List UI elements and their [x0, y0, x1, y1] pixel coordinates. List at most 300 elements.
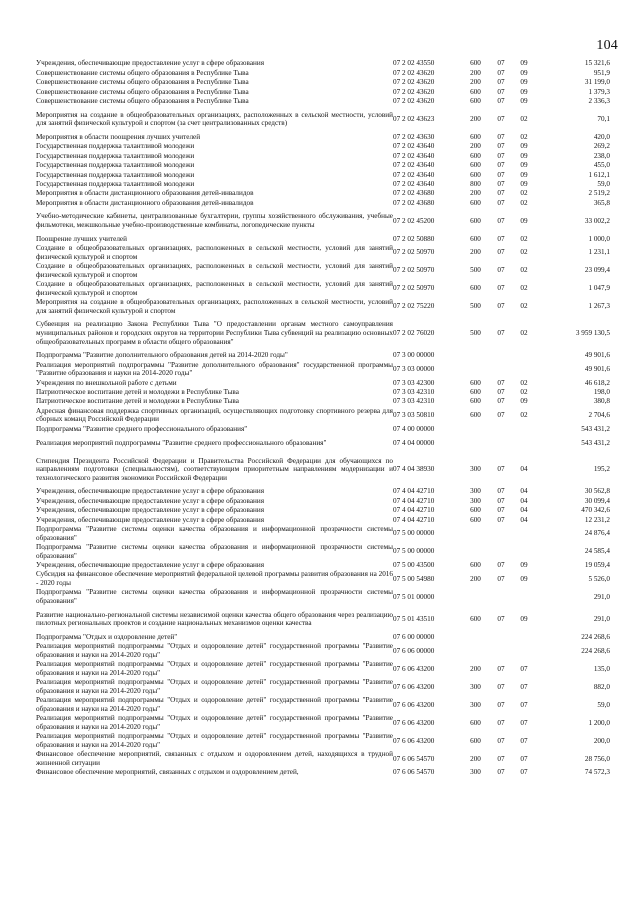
section-code: 07 [497, 397, 505, 406]
subsection-code: 07 [520, 700, 528, 709]
amount: 224 268,6 [581, 632, 610, 641]
expense-type-code: 600 [470, 378, 481, 387]
section-code [489, 642, 513, 660]
expense-type-code: 600 [470, 718, 481, 727]
amount: 2 336,3 [588, 96, 610, 105]
target-article-code: 07 2 02 43640 [393, 142, 435, 151]
row-name: Мероприятия на создание в общеобразовательных организациях, расположенных в сельской местности, условий для занятий физической культурой и спортом (за счет централизованных средств) [36, 110, 393, 128]
section-code: 07 [497, 506, 505, 515]
section-code [489, 424, 513, 433]
row-name: Совершенствование системы общего образования в Республике Тыва [36, 87, 249, 96]
target-article-code: 07 2 02 75220 [393, 302, 435, 311]
expense-type-code: 200 [470, 664, 481, 673]
table-row [36, 570, 610, 588]
target-article-code: 07 4 04 42710 [393, 487, 435, 496]
section-code: 07 [497, 132, 505, 141]
subsection-code: 02 [520, 302, 528, 311]
target-article-code: 07 2 02 43640 [393, 170, 435, 179]
expense-type-code: 600 [470, 234, 481, 243]
amount: 28 756,0 [584, 754, 610, 763]
budget-table [36, 59, 610, 777]
subsection-code: 09 [520, 614, 528, 623]
expense-type-code: 300 [470, 682, 481, 691]
section-code: 07 [497, 78, 505, 87]
row-name: Реализация мероприятий подпрограммы "Развитие дополнительного образования" государственной программы "Развитие образования и науки на 2014-2020 годы" [36, 360, 393, 378]
target-article-code: 07 6 06 54570 [393, 768, 435, 777]
amount: 224 268,6 [581, 646, 610, 655]
table-row [36, 678, 610, 696]
table-row [36, 487, 610, 496]
row-name: Учреждения, обеспечивающие предоставление услуг в сфере образования [36, 515, 265, 524]
amount: 24 585,4 [584, 547, 610, 556]
target-article-code: 07 2 02 43620 [393, 96, 435, 105]
subsection-code: 07 [520, 736, 528, 745]
table-row [36, 768, 610, 777]
target-article-code: 07 2 02 43680 [393, 198, 435, 207]
table-row [36, 525, 610, 543]
expense-type-code [462, 434, 489, 452]
expense-type-code: 300 [470, 700, 481, 709]
table-row [36, 378, 610, 387]
section-code: 07 [497, 170, 505, 179]
section-code: 07 [497, 266, 505, 275]
row-name: Государственная поддержка талантливой молодежи [36, 179, 195, 188]
section-code: 07 [497, 560, 505, 569]
expense-type-code: 600 [470, 506, 481, 515]
section-code: 07 [497, 718, 505, 727]
amount: 49 901,6 [584, 364, 610, 373]
table-row [36, 180, 610, 189]
expense-type-code: 600 [470, 216, 481, 225]
expense-type-code [462, 633, 489, 642]
target-article-code: 07 2 02 45200 [393, 216, 435, 225]
table-row [36, 750, 610, 768]
subsection-code [513, 642, 535, 660]
subsection-code [513, 633, 535, 642]
table-row [36, 660, 610, 678]
row-name: Подпрограмма "Развитие среднего профессионального образования" [36, 424, 248, 433]
target-article-code: 07 6 06 43200 [393, 664, 435, 673]
subsection-code: 09 [520, 560, 528, 569]
section-code: 07 [497, 465, 505, 474]
row-name: Реализация мероприятий подпрограммы "Отдых и оздоровление детей" государственной программы "Развитие образования и науки на 2014-2020 годы" [36, 660, 393, 677]
subsection-code: 09 [520, 96, 528, 105]
subsection-code: 09 [520, 59, 528, 68]
table-row [36, 316, 610, 351]
section-code: 07 [497, 515, 505, 524]
row-name: Подпрограмма "Развитие системы оценки качества образования и информационной прозрачности системы образования" [36, 542, 393, 560]
table-row [36, 642, 610, 660]
amount: 30 099,4 [584, 496, 610, 505]
amount: 198,0 [593, 388, 610, 397]
expense-type-code: 200 [470, 78, 481, 87]
row-name: Реализация мероприятий подпрограммы "Отдых и оздоровление детей" государственной программы "Развитие образования и науки на 2014-2020 годы" [36, 696, 393, 713]
row-name: Реализация мероприятий подпрограммы "Отдых и оздоровление детей" государственной программы "Развитие образования и науки на 2014-2020 годы" [36, 678, 393, 695]
subsection-code: 09 [520, 574, 528, 583]
row-name: Финансовое обеспечение мероприятий, связанных с отдыхом и оздоровлением детей, находящихся в трудной жизненной ситуации [36, 750, 393, 767]
row-name: Государственная поддержка талантливой молодежи [36, 161, 195, 170]
target-article-code: 07 2 02 43680 [393, 189, 435, 198]
table-row [36, 633, 610, 642]
row-name: Стипендия Президента Российской Федерации и Правительства Российской Федерации для обучающихся по направлениям подготовки (специальностям), соответствующим приоритетным направлениям модернизации и технологического развития экономики Российской Федерации [36, 456, 393, 482]
target-article-code: 07 2 02 43640 [393, 179, 435, 188]
amount: 70,1 [597, 114, 610, 123]
subsection-code: 09 [520, 68, 528, 77]
section-code: 07 [497, 248, 505, 257]
table-row [36, 106, 610, 133]
table-row [36, 588, 610, 606]
target-article-code: 07 2 02 43630 [393, 132, 435, 141]
target-article-code: 07 5 00 00000 [393, 529, 435, 538]
row-name: Развитие национально-региональной системы независимой оценки качества общего образования через реализацию пилотных региональных проектов и создание национальных механизмов оценки качества [36, 610, 393, 628]
subsection-code [513, 543, 535, 561]
row-name: Учреждения, обеспечивающие предоставление услуг в сфере образования [36, 506, 265, 515]
subsection-code: 09 [520, 179, 528, 188]
amount: 420,0 [593, 132, 610, 141]
row-name: Подпрограмма "Отдых и оздоровление детей" [36, 632, 178, 641]
section-code: 07 [497, 234, 505, 243]
section-code [489, 633, 513, 642]
section-code [489, 351, 513, 360]
table-row [36, 360, 610, 378]
subsection-code: 04 [520, 506, 528, 515]
amount: 543 431,2 [581, 424, 610, 433]
subsection-code: 04 [520, 465, 528, 474]
row-name: Государственная поддержка талантливой молодежи [36, 170, 195, 179]
expense-type-code [462, 588, 489, 606]
expense-type-code: 600 [470, 560, 481, 569]
amount: 59,0 [597, 700, 610, 709]
table-row [36, 543, 610, 561]
section-code: 07 [497, 768, 505, 777]
target-article-code: 07 2 02 43640 [393, 151, 435, 160]
expense-type-code: 600 [470, 198, 481, 207]
target-article-code: 07 6 06 43200 [393, 718, 435, 727]
amount: 49 901,6 [584, 351, 610, 360]
table-row [36, 262, 610, 280]
row-name: Учреждения по внешкольной работе с детьми [36, 378, 177, 387]
section-code: 07 [497, 96, 505, 105]
subsection-code: 02 [520, 266, 528, 275]
section-code: 07 [497, 388, 505, 397]
table-row [36, 151, 610, 160]
section-code: 07 [497, 302, 505, 311]
row-name: Реализация мероприятий подпрограммы "Развитие среднего профессионального образования" [36, 438, 327, 447]
amount: 269,2 [593, 142, 610, 151]
amount: 2 704,6 [588, 411, 610, 420]
row-name: Мероприятия в области дистанционного образования детей-инвалидов [36, 198, 254, 207]
row-name: Совершенствование системы общего образования в Республике Тыва [36, 96, 249, 105]
subsection-code: 04 [520, 496, 528, 505]
table-row [36, 198, 610, 207]
amount: 74 572,3 [584, 768, 610, 777]
amount: 238,0 [593, 151, 610, 160]
row-name: Мероприятия в области поощрения лучших учителей [36, 132, 201, 141]
amount: 23 099,4 [584, 266, 610, 275]
section-code: 07 [497, 682, 505, 691]
expense-type-code: 200 [470, 189, 481, 198]
section-code: 07 [497, 664, 505, 673]
target-article-code: 07 3 03 42300 [393, 378, 435, 387]
section-code [489, 434, 513, 452]
section-code: 07 [497, 216, 505, 225]
expense-type-code: 200 [470, 114, 481, 123]
table-row [36, 97, 610, 106]
amount: 470 342,6 [581, 506, 610, 515]
target-article-code: 07 4 00 00000 [393, 424, 435, 433]
target-article-code: 07 6 06 43200 [393, 682, 435, 691]
expense-type-code: 600 [470, 614, 481, 623]
target-article-code: 07 5 00 54980 [393, 574, 435, 583]
expense-type-code: 600 [470, 161, 481, 170]
budget-table-body [36, 59, 610, 777]
section-code: 07 [497, 614, 505, 623]
target-article-code: 07 6 06 00000 [393, 646, 435, 655]
section-code: 07 [497, 68, 505, 77]
amount: 1 267,3 [588, 302, 610, 311]
table-row [36, 606, 610, 633]
expense-type-code [462, 360, 489, 378]
expense-type-code: 200 [470, 142, 481, 151]
table-row [36, 496, 610, 505]
expense-type-code: 200 [470, 248, 481, 257]
amount: 455,0 [593, 161, 610, 170]
expense-type-code: 300 [470, 768, 481, 777]
subsection-code: 02 [520, 388, 528, 397]
table-row [36, 170, 610, 179]
amount: 951,9 [593, 68, 610, 77]
subsection-code: 09 [520, 170, 528, 179]
subsection-code: 02 [520, 284, 528, 293]
section-code: 07 [497, 487, 505, 496]
target-article-code: 07 5 00 00000 [393, 547, 435, 556]
row-name: Патриотическое воспитание детей и молодежи в Республике Тыва [36, 397, 239, 406]
subsection-code: 02 [520, 378, 528, 387]
table-row [36, 78, 610, 87]
section-code: 07 [497, 411, 505, 420]
row-name: Государственная поддержка талантливой молодежи [36, 142, 195, 151]
expense-type-code: 600 [470, 515, 481, 524]
row-name: Совершенствование системы общего образования в Республике Тыва [36, 68, 249, 77]
target-article-code: 07 2 02 76020 [393, 328, 435, 337]
expense-type-code: 800 [470, 179, 481, 188]
row-name: Реализация мероприятий подпрограммы "Отдых и оздоровление детей" государственной программы "Развитие образования и науки на 2014-2020 годы" [36, 732, 393, 749]
row-name: Мероприятия в области дистанционного образования детей-инвалидов [36, 189, 254, 198]
target-article-code: 07 6 06 43200 [393, 700, 435, 709]
target-article-code: 07 2 02 43623 [393, 114, 435, 123]
amount: 19 059,4 [584, 560, 610, 569]
table-row [36, 87, 610, 96]
row-name: Подпрограмма "Развитие системы оценки качества образования и информационной прозрачности системы образования" [36, 588, 393, 605]
amount: 195,2 [593, 465, 610, 474]
subsection-code: 07 [520, 718, 528, 727]
table-row [36, 434, 610, 452]
amount: 291,0 [593, 592, 610, 601]
subsection-code: 02 [520, 234, 528, 243]
subsection-code: 07 [520, 754, 528, 763]
subsection-code [513, 424, 535, 433]
row-name: Подпрограмма "Развитие дополнительного образования детей на 2014-2020 годы" [36, 351, 288, 360]
table-row [36, 234, 610, 243]
table-row [36, 351, 610, 360]
expense-type-code: 600 [470, 397, 481, 406]
amount: 30 562,8 [584, 487, 610, 496]
target-article-code: 07 2 02 50970 [393, 248, 435, 257]
amount: 1 000,0 [588, 234, 610, 243]
section-code: 07 [497, 736, 505, 745]
subsection-code: 07 [520, 768, 528, 777]
page-number: 104 [596, 38, 618, 53]
target-article-code: 07 2 02 43620 [393, 78, 435, 87]
row-name: Совершенствование системы общего образования в Республике Тыва [36, 78, 249, 87]
subsection-code [513, 525, 535, 543]
table-row [36, 406, 610, 424]
table-row [36, 161, 610, 170]
target-article-code: 07 5 00 43500 [393, 560, 435, 569]
target-article-code: 07 2 02 43620 [393, 87, 435, 96]
amount: 1 047,9 [588, 284, 610, 293]
amount: 3 959 130,5 [575, 328, 610, 337]
amount: 31 199,0 [584, 78, 610, 87]
subsection-code [513, 434, 535, 452]
row-name: Подпрограмма "Развитие системы оценки качества образования и информационной прозрачности системы образования" [36, 524, 393, 542]
amount: 2 519,2 [588, 189, 610, 198]
expense-type-code: 600 [470, 59, 481, 68]
table-row [36, 208, 610, 235]
expense-type-code: 300 [470, 487, 481, 496]
table-row [36, 189, 610, 198]
expense-type-code: 600 [470, 411, 481, 420]
row-name: Реализация мероприятий подпрограммы "Отдых и оздоровление детей" государственной программы "Развитие образования и науки на 2014-2020 годы" [36, 714, 393, 731]
subsection-code: 02 [520, 411, 528, 420]
amount: 291,0 [593, 614, 610, 623]
subsection-code: 04 [520, 515, 528, 524]
table-row [36, 452, 610, 487]
expense-type-code: 600 [470, 170, 481, 179]
section-code: 07 [497, 142, 505, 151]
expense-type-code [462, 642, 489, 660]
subsection-code: 09 [520, 142, 528, 151]
row-name: Учебно-методические кабинеты, централизованные бухгалтерии, группы хозяйственного обслуживания, учебные фильмотеки, межшкольные учебно-производственные комбинаты, логопедические пункты [36, 212, 393, 229]
row-name: Государственная поддержка талантливой молодежи [36, 151, 195, 160]
expense-type-code: 600 [470, 284, 481, 293]
expense-type-code: 500 [470, 302, 481, 311]
expense-type-code: 600 [470, 736, 481, 745]
section-code: 07 [497, 151, 505, 160]
amount: 1 200,0 [588, 718, 610, 727]
section-code: 07 [497, 284, 505, 293]
row-name: Учреждения, обеспечивающие предоставление услуг в сфере образования [36, 560, 265, 569]
expense-type-code [462, 351, 489, 360]
table-row [36, 506, 610, 515]
amount: 12 231,2 [584, 515, 610, 524]
row-name: Поощрение лучших учителей [36, 234, 127, 243]
section-code [489, 588, 513, 606]
subsection-code: 02 [520, 114, 528, 123]
expense-type-code: 300 [470, 465, 481, 474]
target-article-code: 07 2 02 50970 [393, 284, 435, 293]
amount: 15 321,6 [584, 59, 610, 68]
section-code: 07 [497, 754, 505, 763]
target-article-code: 07 4 04 42710 [393, 506, 435, 515]
expense-type-code: 600 [470, 132, 481, 141]
table-row [36, 696, 610, 714]
table-row [36, 244, 610, 262]
section-code: 07 [497, 87, 505, 96]
row-name: Учреждения, обеспечивающие предоставление услуг в сфере образования [36, 496, 265, 505]
expense-type-code: 600 [470, 151, 481, 160]
table-row [36, 424, 610, 433]
row-name: Адресная финансовая поддержка спортивных организаций, осуществляющих подготовку спортивного резерва для сборных команд Российской Федерации [36, 406, 393, 424]
target-article-code: 07 5 01 00000 [393, 592, 435, 601]
amount: 135,0 [593, 664, 610, 673]
section-code: 07 [497, 574, 505, 583]
row-name: Создание в общеобразовательных организациях, расположенных в сельской местности, условий для занятий физической культурой и спортом [36, 280, 393, 297]
table-row [36, 388, 610, 397]
table-row [36, 515, 610, 524]
row-name: Патриотическое воспитание детей и молодежи в Республике Тыва [36, 388, 239, 397]
table-row [36, 142, 610, 151]
section-code: 07 [497, 114, 505, 123]
row-name: Создание в общеобразовательных организациях, расположенных в сельской местности, условий для занятий физической культурой и спортом [36, 262, 393, 279]
expense-type-code [462, 525, 489, 543]
target-article-code: 07 3 03 42310 [393, 397, 435, 406]
amount: 365,8 [593, 198, 610, 207]
section-code: 07 [497, 496, 505, 505]
target-article-code: 07 2 02 50970 [393, 266, 435, 275]
subsection-code: 02 [520, 189, 528, 198]
section-code: 07 [497, 378, 505, 387]
expense-type-code: 600 [470, 96, 481, 105]
amount: 380,8 [593, 397, 610, 406]
amount: 5 526,0 [588, 574, 610, 583]
table-row [36, 59, 610, 68]
row-name: Учреждения, обеспечивающие предоставление услуг в сфере образования [36, 59, 265, 68]
row-name: Субвенция на реализацию Закона Республики Тыва "О предоставлении органам местного самоуправления муниципальных районов и городских округов на территории Республики Тыва субвенций на реализацию основных общеобразовательных программ в области общего образования" [36, 320, 393, 346]
expense-type-code: 600 [470, 87, 481, 96]
row-name: Субсидия на финансовое обеспечение мероприятий федеральной целевой программы развития образования на 2016 - 2020 годы [36, 570, 393, 587]
subsection-code: 04 [520, 487, 528, 496]
section-code: 07 [497, 179, 505, 188]
subsection-code [513, 360, 535, 378]
subsection-code [513, 351, 535, 360]
target-article-code: 07 2 02 43640 [393, 161, 435, 170]
amount: 24 876,4 [584, 529, 610, 538]
subsection-code: 07 [520, 664, 528, 673]
target-article-code: 07 2 02 43550 [393, 59, 435, 68]
amount: 1 612,1 [588, 170, 610, 179]
expense-type-code: 500 [470, 266, 481, 275]
row-name: Учреждения, обеспечивающие предоставление услуг в сфере образования [36, 487, 265, 496]
section-code [489, 360, 513, 378]
target-article-code: 07 3 00 00000 [393, 351, 435, 360]
subsection-code: 02 [520, 248, 528, 257]
expense-type-code [462, 424, 489, 433]
table-row [36, 68, 610, 77]
amount: 543 431,2 [581, 438, 610, 447]
target-article-code: 07 5 01 43510 [393, 614, 435, 623]
target-article-code: 07 3 03 00000 [393, 364, 435, 373]
section-code: 07 [497, 328, 505, 337]
subsection-code: 09 [520, 78, 528, 87]
target-article-code: 07 4 04 38930 [393, 465, 435, 474]
amount: 1 379,3 [588, 87, 610, 96]
section-code [489, 525, 513, 543]
table-row [36, 298, 610, 316]
amount: 1 231,1 [588, 248, 610, 257]
subsection-code: 07 [520, 682, 528, 691]
table-row [36, 133, 610, 142]
